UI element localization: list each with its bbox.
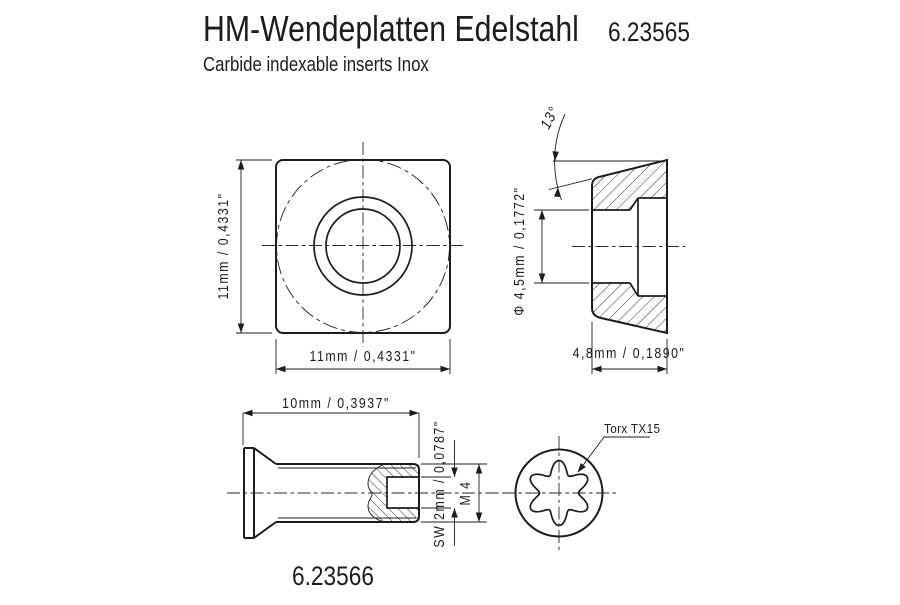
dim-thread-label: M 4	[457, 480, 474, 506]
page-subtitle: Carbide indexable inserts Inox	[203, 52, 429, 76]
dim-bore-label: Φ 4,5mm / 0,1772"	[511, 186, 528, 316]
dim-angle-label: 13°	[537, 103, 564, 133]
page-title: HM-Wendeplatten Edelstahl	[203, 9, 579, 50]
torx-drive-label: Torx TX15	[604, 421, 661, 437]
dim-screw-length-label: 10mm / 0,3937"	[282, 395, 390, 412]
dim-socket-sw-label: SW 2mm / 0,0787"	[431, 420, 448, 548]
screw-article-number: 6.23566	[292, 561, 374, 592]
dim-insert-width-label: 11mm / 0,4331"	[309, 348, 417, 365]
article-number: 6.23565	[608, 17, 690, 48]
dim-section-width-label: 4,8mm / 0,1890"	[572, 345, 686, 362]
dim-insert-height-label: 11mm / 0,4331"	[215, 192, 232, 300]
